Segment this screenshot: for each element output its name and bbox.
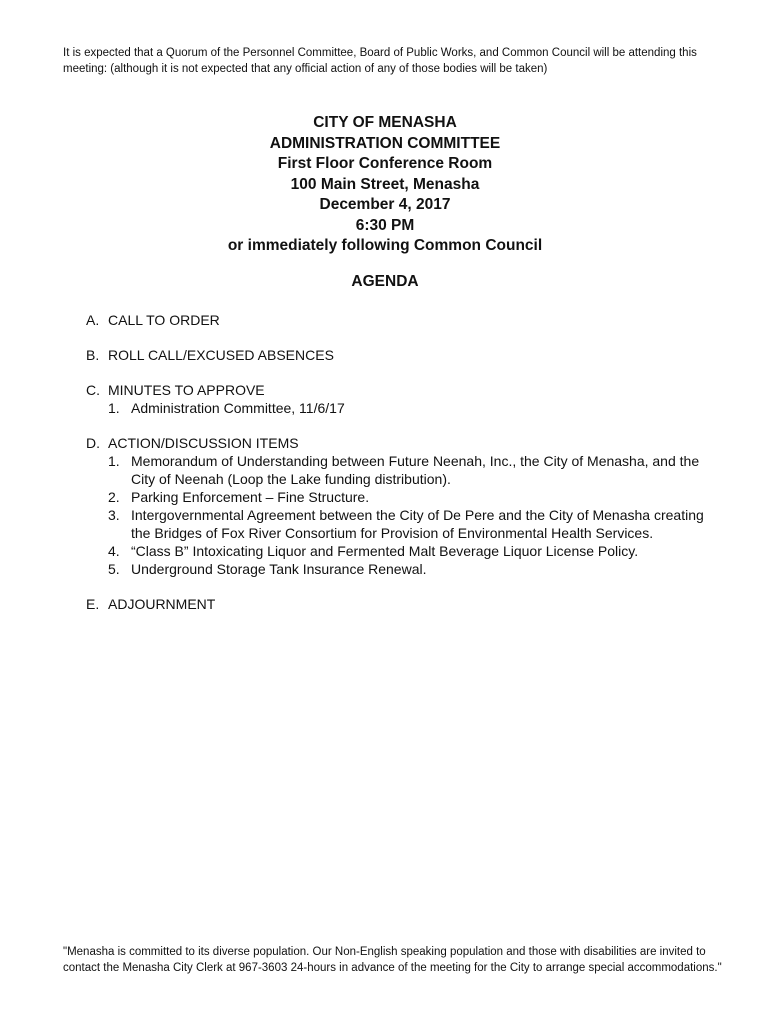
section-letter: D. [86,435,100,451]
quorum-notice: It is expected that a Quorum of the Personnel Committee, Board of Public Works, and Common Council will be attending this meeting: (although it is not expected that any official action of any of those bodies will be taken) [63,47,697,75]
item-text: Memorandum of Understanding between Future Neenah, Inc., the City of Menasha, and the City of Neenah (Loop the Lake funding distribution). [131,453,700,487]
item-text: Underground Storage Tank Insurance Renewal. [131,561,427,577]
section-title: CALL TO ORDER [108,312,220,328]
section-letter: B. [86,347,100,363]
item-number: 2. [108,489,120,505]
accessibility-notice: "Menasha is committed to its diverse population. Our Non-English speaking population and those with disabilities are invited to contact the Menasha City Clerk at 967-3603 24-hours in advance of the meeting for the City to arrange special accommodations." [63,946,722,974]
item-text: Intergovernmental Agreement between the City of De Pere and the City of Menasha creating the Bridges of Fox River Consortium for Provision of Environmental Health Services. [131,507,704,541]
agenda-section-roll-call [86,346,706,364]
item-number: 3. [108,507,120,523]
item-text: Parking Enforcement – Fine Structure. [131,489,370,505]
agenda-item [108,399,706,417]
section-title: ADJOURNMENT [108,596,216,612]
agenda-section-call-to-order [86,311,706,329]
meeting-date: December 4, 2017 [319,196,451,213]
item-text: “Class B” Intoxicating Liquor and Fermented Malt Beverage Liquor License Policy. [131,543,639,559]
committee-name: ADMINISTRATION COMMITTEE [269,134,501,152]
section-title: ROLL CALL/EXCUSED ABSENCES [108,347,334,363]
agenda-section-action-items [86,434,706,578]
meeting-header [0,113,770,257]
section-title: ACTION/DISCUSSION ITEMS [108,435,299,451]
meeting-address: 100 Main Street, Menasha [290,175,480,193]
agenda-item [108,542,706,560]
item-number: 1. [108,453,120,469]
item-number: 5. [108,561,120,577]
item-number: 4. [108,543,120,559]
section-letter: C. [86,382,100,398]
section-title: MINUTES TO APPROVE [108,382,265,398]
agenda-item [108,506,706,542]
agenda-item [108,560,706,578]
agenda-item [108,488,706,506]
city-name: CITY OF MENASHA [313,114,457,131]
agenda-section-adjournment [86,595,706,613]
item-text: Administration Committee, 11/6/17 [131,400,345,416]
item-number: 1. [108,400,120,416]
agenda-item [108,452,706,488]
agenda-list [86,311,706,630]
meeting-room: First Floor Conference Room [277,155,493,172]
agenda-section-minutes [86,381,706,417]
agenda-title: AGENDA [351,273,419,290]
meeting-time-note: or immediately following Common Council [227,237,543,254]
section-letter: E. [86,596,100,612]
section-letter: A. [86,312,100,328]
meeting-time: 6:30 PM [355,216,415,234]
